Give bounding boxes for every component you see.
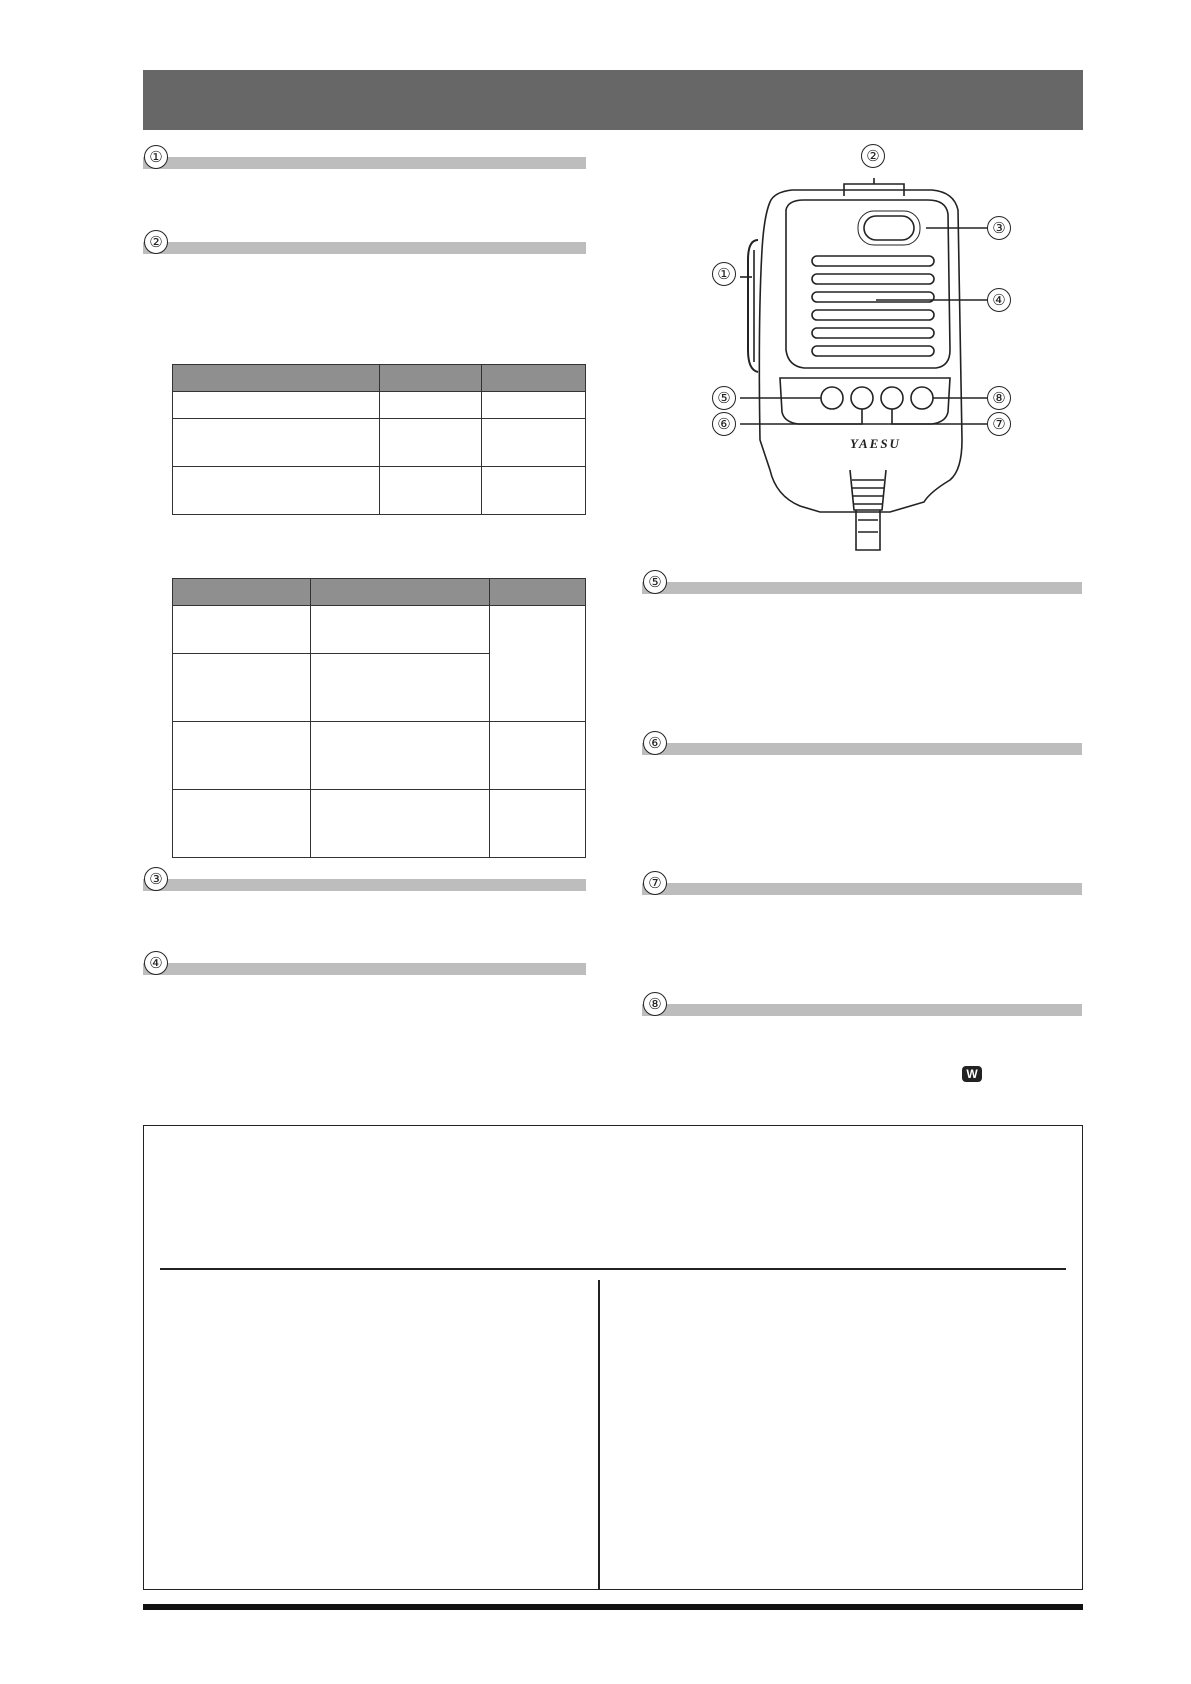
callout-2: ② bbox=[861, 144, 885, 168]
brand-logo: YAESU bbox=[850, 436, 901, 451]
footer-rule bbox=[143, 1604, 1083, 1610]
table-a-header-cell bbox=[379, 365, 481, 392]
callout-3: ③ bbox=[987, 216, 1011, 240]
button-6 bbox=[851, 387, 873, 409]
table-cell bbox=[173, 654, 311, 722]
table-cell bbox=[481, 467, 585, 515]
table-cell bbox=[173, 722, 311, 790]
table-row bbox=[173, 606, 586, 654]
top-button bbox=[864, 216, 914, 240]
table-cell bbox=[379, 419, 481, 467]
table-b-header-cell bbox=[310, 579, 489, 606]
callout-6: ⑥ bbox=[712, 412, 736, 436]
section-rule-5 bbox=[642, 582, 1082, 594]
section-rule-8 bbox=[642, 1004, 1082, 1016]
table-cell bbox=[310, 606, 489, 654]
callout-5: ⑤ bbox=[712, 386, 736, 410]
microphone-illustration bbox=[700, 140, 1030, 555]
table-cell bbox=[310, 790, 489, 858]
table-row bbox=[173, 419, 586, 467]
table-row bbox=[173, 722, 586, 790]
table-cell-merged bbox=[489, 606, 585, 722]
page-header-bar bbox=[143, 70, 1083, 130]
section-number-1: ① bbox=[144, 145, 168, 169]
table-cell bbox=[310, 654, 489, 722]
table-cell bbox=[489, 722, 585, 790]
table-row bbox=[173, 392, 586, 419]
table-cell bbox=[481, 419, 585, 467]
section-number-6: ⑥ bbox=[643, 731, 667, 755]
table-b-header-row bbox=[173, 579, 586, 606]
table-cell bbox=[173, 606, 311, 654]
section-rule-2 bbox=[143, 242, 586, 254]
table-b-header-cell bbox=[173, 579, 311, 606]
table-b bbox=[172, 578, 586, 858]
button-8 bbox=[911, 387, 933, 409]
table-cell bbox=[173, 392, 380, 419]
section-rule-3 bbox=[143, 879, 586, 891]
section-number-3: ③ bbox=[144, 867, 168, 891]
button-7 bbox=[881, 387, 903, 409]
table-cell bbox=[173, 790, 311, 858]
button-5 bbox=[821, 387, 843, 409]
table-cell bbox=[310, 722, 489, 790]
table-cell bbox=[489, 790, 585, 858]
table-cell bbox=[173, 419, 380, 467]
table-a-header-cell bbox=[481, 365, 585, 392]
table-cell bbox=[379, 392, 481, 419]
w-key-icon: W bbox=[962, 1066, 982, 1082]
section-rule-4 bbox=[143, 963, 586, 975]
section-number-4: ④ bbox=[144, 951, 168, 975]
section-rule-6 bbox=[642, 743, 1082, 755]
section-number-5: ⑤ bbox=[643, 570, 667, 594]
callout-7: ⑦ bbox=[987, 412, 1011, 436]
table-cell bbox=[173, 467, 380, 515]
section-number-7: ⑦ bbox=[643, 871, 667, 895]
table-cell bbox=[481, 392, 585, 419]
table-a-header-cell bbox=[173, 365, 380, 392]
section-number-2: ② bbox=[144, 230, 168, 254]
table-row bbox=[173, 790, 586, 858]
notice-divider-horizontal bbox=[160, 1268, 1066, 1270]
table-row bbox=[173, 467, 586, 515]
table-b-header-cell bbox=[489, 579, 585, 606]
section-rule-1 bbox=[143, 157, 586, 169]
callout-4: ④ bbox=[987, 288, 1011, 312]
callout-8: ⑧ bbox=[987, 386, 1011, 410]
table-a bbox=[172, 364, 586, 515]
notice-box bbox=[143, 1125, 1083, 1590]
notice-divider-vertical bbox=[598, 1280, 600, 1590]
table-cell bbox=[379, 467, 481, 515]
section-number-8: ⑧ bbox=[643, 992, 667, 1016]
table-a-header-row bbox=[173, 365, 586, 392]
section-rule-7 bbox=[642, 883, 1082, 895]
callout-1: ① bbox=[712, 262, 736, 286]
